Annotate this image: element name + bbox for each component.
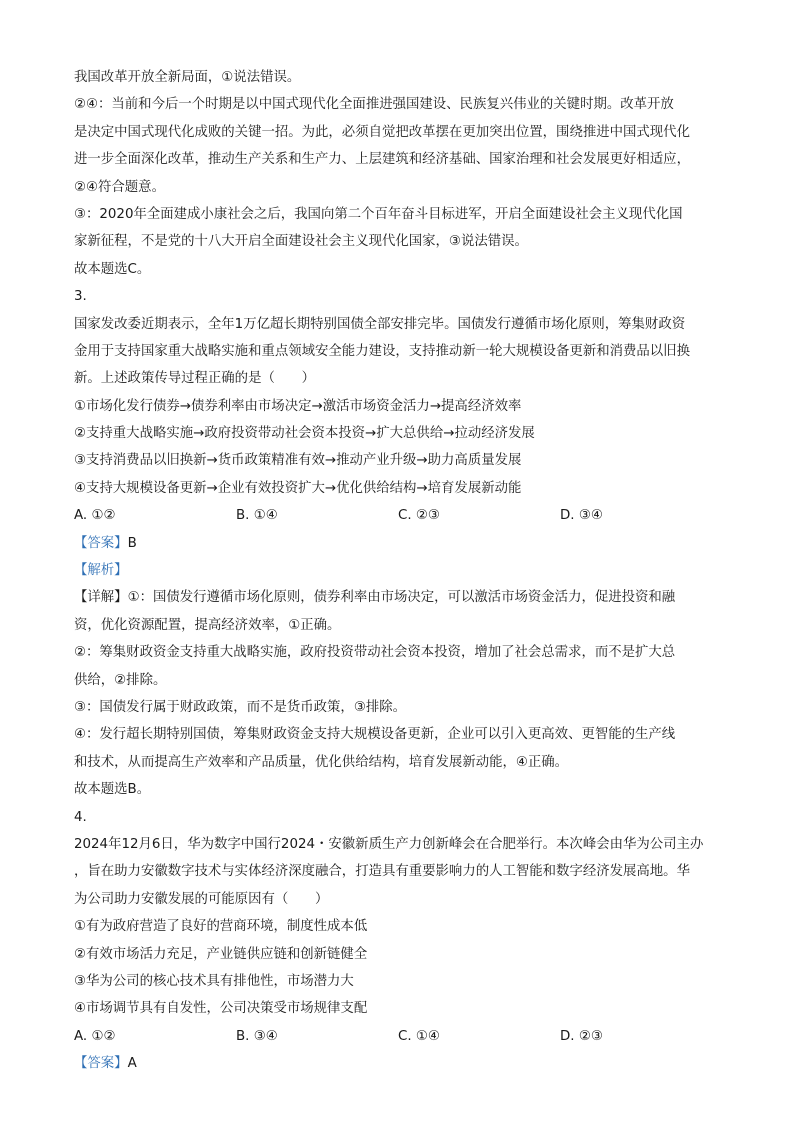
- statement-item: ③华为公司的核心技术具有排他性，市场潜力大: [74, 973, 354, 989]
- text-line: ③：2020年全面建成小康社会之后，我国向第二个百年奋斗目标进军，开启全面建设社会主义现代化国: [74, 206, 683, 222]
- option-d: D. ②③: [560, 1028, 603, 1044]
- text-line: 家新征程，不是党的十八大开启全面建设社会主义现代化国家，③说法错误。: [74, 234, 528, 250]
- question-stem-line: 国家发改委近期表示，全年1万亿超长期特别国债全部安排完毕。国债发行遵循市场化原则，筹集财政资: [74, 316, 686, 332]
- detail-line: [74, 584, 722, 611]
- question-stem-line: ，旨在助力安徽数字技术与实体经济深度融合，打造具有重要影响力的人工智能和数字经济发展高地。华: [74, 864, 690, 880]
- answer-value: B: [127, 535, 137, 551]
- answer-tag: 【答案】: [74, 535, 128, 551]
- detail-line: 供给，②排除。: [74, 672, 167, 688]
- option-b: B. ①④: [236, 508, 278, 524]
- option-d: D. ③④: [560, 508, 603, 524]
- option-c: C. ②③: [398, 508, 440, 524]
- answer-line: [74, 1050, 722, 1077]
- detail-line: ④：发行超长期特别国债，筹集财政资金支持大规模设备更新，企业可以引入更高效、更智能的生产线: [74, 727, 676, 743]
- document-page: [74, 64, 722, 1077]
- question-3: [74, 283, 722, 803]
- detail-tag: 【详解】: [74, 590, 128, 606]
- text-line: 是决定中国式现代化成败的关键一招。为此，必须自觉把改革摆在更加突出位置，围绕推进中国式现代化: [74, 124, 690, 140]
- statement-item: ②有效市场活力充足，产业链供应链和创新链健全: [74, 946, 368, 962]
- answer-options: [74, 502, 722, 529]
- answer-options: [74, 1023, 722, 1050]
- statement-item: ①有为政府营造了良好的营商环境，制度性成本低: [74, 919, 368, 935]
- question-number: 4.: [74, 809, 87, 825]
- statement-item: ④市场调节具有自发性，公司决策受市场规律支配: [74, 1001, 368, 1017]
- text-line: ②④：当前和今后一个时期是以中国式现代化全面推进强国建设、民族复兴伟业的关键时期。改革开放: [74, 97, 674, 113]
- previous-answer-explanation: [74, 64, 722, 283]
- analysis-line: [74, 557, 722, 584]
- statement-item: ①市场化发行债券→债券利率由市场决定→激活市场资金活力→提高经济效率: [74, 398, 522, 414]
- text-line: 我国改革开放全新局面，①说法错误。: [74, 70, 301, 85]
- question-stem-line: 新。上述政策传导过程正确的是（ ）: [74, 371, 316, 387]
- text-line: 进一步全面深化改革，推动生产关系和生产力、上层建筑和经济基础、国家治理和社会发展更好相适应，: [74, 152, 690, 168]
- option-b: B. ③④: [236, 1028, 278, 1044]
- detail-line: ②：筹集财政资金支持重大战略实施，政府投资带动社会资本投资，增加了社会总需求，而不是扩大总: [74, 645, 676, 661]
- option-a: A. ①②: [74, 1028, 116, 1044]
- answer-conclusion: 故本题选C。: [74, 261, 151, 277]
- statement-item: ②支持重大战略实施→政府投资带动社会资本投资→扩大总供给→拉动经济发展: [74, 426, 535, 442]
- question-stem-line: 为公司助力安徽发展的可能原因有（ ）: [74, 891, 329, 907]
- option-c: C. ①④: [398, 1028, 440, 1044]
- question-stem-line: 2024年12月6日，华为数字中国行2024・安徽新质生产力创新峰会在合肥举行。本次峰会由华为公司主办: [74, 836, 704, 852]
- text-line: ②④符合题意。: [74, 179, 165, 195]
- analysis-tag: 【解析】: [74, 563, 128, 579]
- detail-line: 和技术，从而提高生产效率和产品质量，优化供给结构，培育发展新动能，④正确。: [74, 754, 569, 770]
- answer-line: [74, 530, 722, 557]
- answer-tag: 【答案】: [74, 1056, 128, 1072]
- option-a: A. ①②: [74, 508, 116, 524]
- question-stem-line: 金用于支持国家重大战略实施和重点领域安全能力建设，支持推动新一轮大规模设备更新和消费品以旧换: [74, 343, 690, 359]
- statement-item: ③支持消费品以旧换新→货币政策精准有效→推动产业升级→助力高质量发展: [74, 453, 522, 469]
- detail-line: ③：国债发行属于财政政策，而不是货币政策，③排除。: [74, 699, 406, 715]
- answer-value: A: [127, 1056, 137, 1072]
- answer-conclusion: 故本题选B。: [74, 782, 151, 798]
- detail-text: ①：国债发行遵循市场化原则，债券利率由市场决定，可以激活市场资金活力，促进投资和融: [127, 590, 676, 606]
- statement-item: ④支持大规模设备更新→企业有效投资扩大→优化供给结构→培育发展新动能: [74, 480, 522, 496]
- detail-line: 资，优化资源配置，提高经济效率，①正确。: [74, 617, 341, 633]
- question-number: 3.: [74, 289, 87, 305]
- question-4: [74, 804, 722, 1078]
